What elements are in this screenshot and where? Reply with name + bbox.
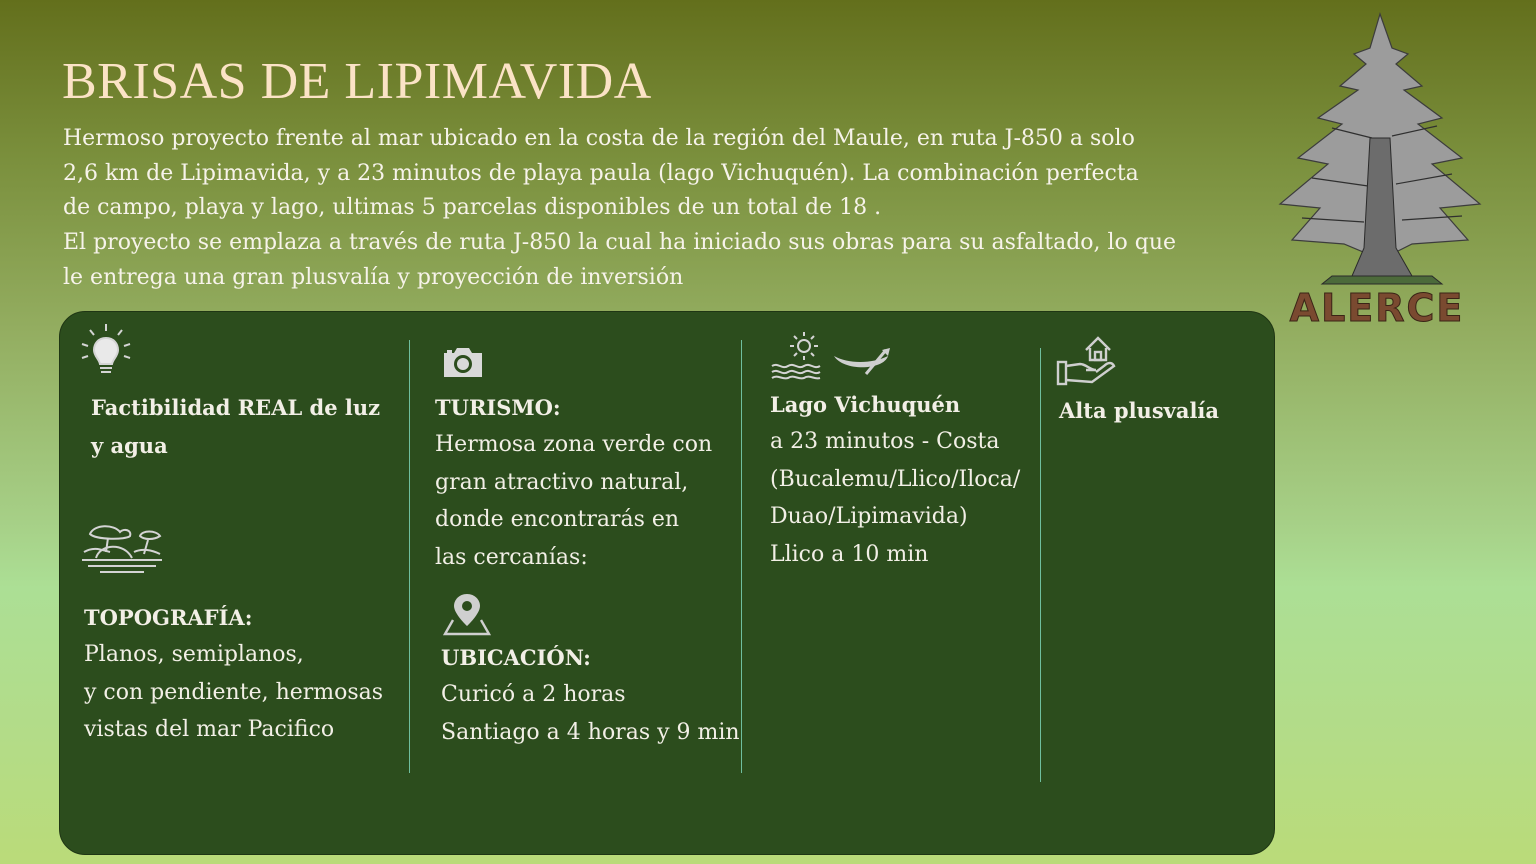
topografia-line: vistas del mar Pacifico <box>84 717 335 742</box>
camera-icon <box>442 345 484 379</box>
topografia-text <box>84 636 383 749</box>
turismo-line: gran atractivo natural, <box>435 469 689 495</box>
intro-line: Hermoso proyecto frente al mar ubicado en la costa de la región del Maule, en ruta J-850 a solo <box>63 126 1135 151</box>
column-divider <box>1040 348 1041 782</box>
topografia-line: Planos, semiplanos, <box>84 642 304 667</box>
intro-line: El proyecto se emplaza a través de ruta J-850 la cual ha iniciado sus obras para su asfaltado, lo que <box>63 230 1177 256</box>
landscape-sunset-icon <box>80 522 164 578</box>
turismo-line: las cercanías: <box>435 544 588 570</box>
intro-paragraph <box>63 122 1288 296</box>
topografia-line: y con pendiente, hermosas <box>84 679 384 705</box>
ubicacion-heading: UBICACIÓN: <box>441 645 591 670</box>
slide-title: BRISAS DE LIPIMAVIDA <box>62 53 652 110</box>
lago-heading: Lago Vichuquén <box>770 392 961 417</box>
turismo-line: donde encontrarás en <box>435 507 680 532</box>
luz-heading-line: y agua <box>91 433 168 458</box>
topografia-heading: TOPOGRAFÍA: <box>84 605 253 630</box>
map-pin-icon <box>443 592 491 636</box>
features-panel <box>59 311 1275 855</box>
lightbulb-icon <box>80 322 132 378</box>
luz-heading-line: Factibilidad REAL de luz <box>91 395 381 420</box>
intro-line: 2,6 km de Lipimavida, y a 23 minutos de playa paula (lago Vichuquén). La combinación perfecta <box>63 160 1139 186</box>
intro-line: de campo, playa y lago, ultimas 5 parcelas disponibles de un total de 18 . <box>63 195 882 221</box>
lago-line: (Bucalemu/Llico/Iloca/ <box>770 466 1021 492</box>
ubicacion-line: Santiago a 4 horas y 9 min <box>441 719 740 745</box>
turismo-line: Hermosa zona verde con <box>435 432 713 457</box>
ubicacion-line: Curicó a 2 horas <box>441 682 626 707</box>
logo-text: ALERCE <box>1289 286 1465 330</box>
tree-icon <box>1272 8 1492 298</box>
column-divider <box>741 340 742 773</box>
lago-text <box>770 423 1020 573</box>
column-divider <box>409 340 410 773</box>
lago-line: a 23 minutos - Costa <box>770 429 1000 454</box>
intro-line: le entrega una gran plusvalía y proyección de inversión <box>63 264 684 290</box>
hand-house-icon <box>1056 336 1118 388</box>
turismo-heading: TURISMO: <box>435 395 561 420</box>
sun-waves-icon <box>770 332 824 380</box>
turismo-text <box>435 426 712 576</box>
canoe-icon <box>832 348 892 378</box>
lago-line: Llico a 10 min <box>770 541 929 567</box>
ubicacion-text <box>441 676 740 751</box>
plusvalia-heading: Alta plusvalía <box>1059 398 1220 423</box>
luz-heading <box>91 389 380 465</box>
lago-line: Duao/Lipimavida) <box>770 504 968 529</box>
alerce-logo <box>1272 8 1492 328</box>
